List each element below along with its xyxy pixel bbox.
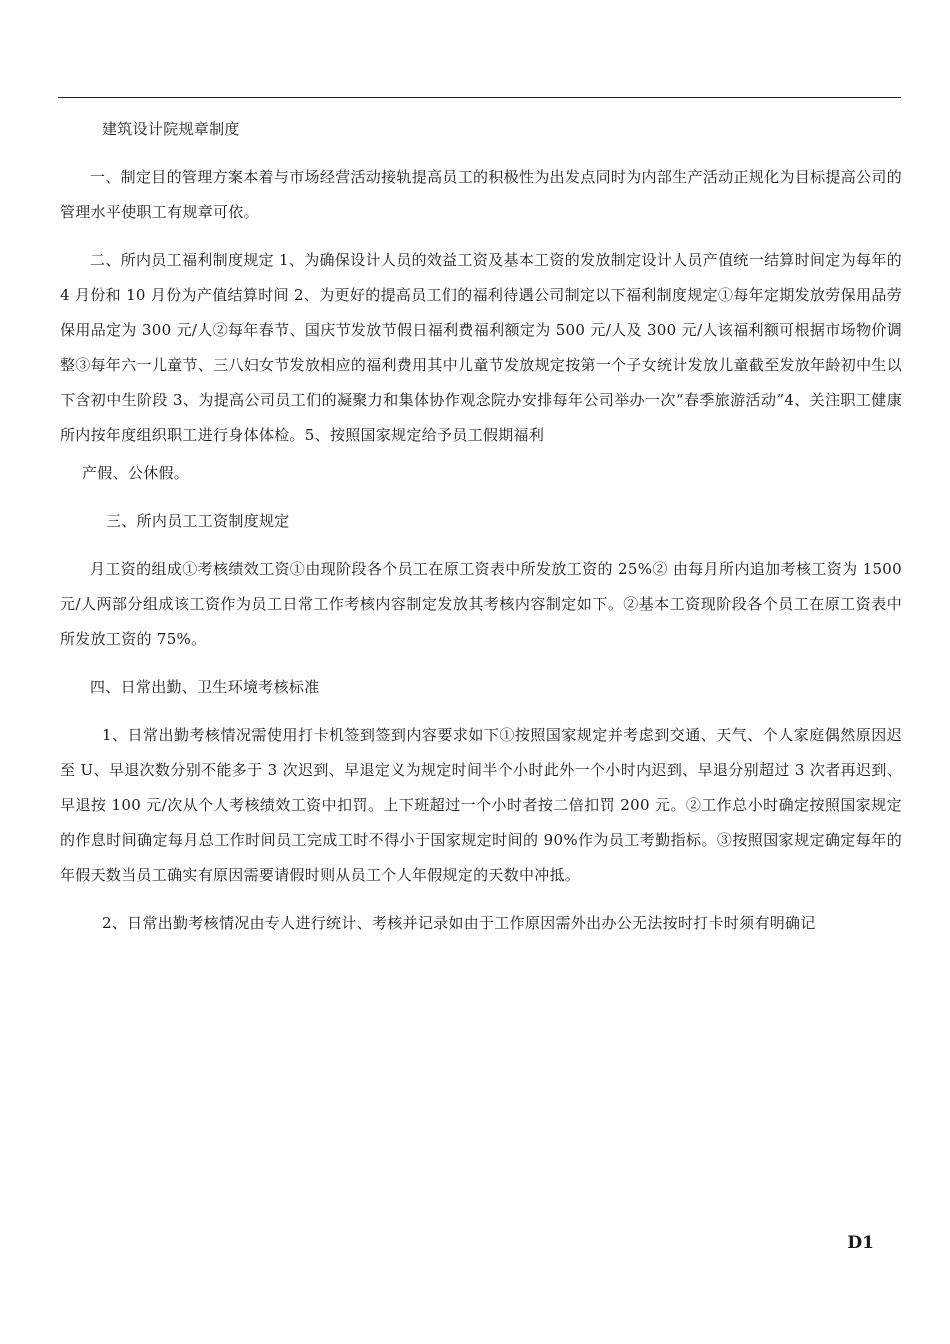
section-1-purpose: 一、制定目的管理方案本着与市场经营活动接轨提高员工的积极性为出发点同时为内部生产活动正规化为目标提高公司的管理水平使职工有规章可依。 <box>60 168 902 221</box>
section-3-heading: 三、所内员工工资制度规定 <box>106 512 290 530</box>
section-4-heading: 四、日常出勤、卫生环境考核标准 <box>90 678 320 696</box>
section-2-welfare: 二、所内员工福利制度规定 1、为确保设计人员的效益工资及基本工资的发放制定设计人员产值统一结算时间定为每年的 4 月份和 10 月份为产值结算时间 2、为更好的提高员工们的福利待遇公司制定以下福利制度规定①每年定期发放劳保用品劳保用品定为 300 元/人②每年春节、国庆节发放节假日福利费福利额定为 500 元/人及 300 元/人该福利额可根据市场物价调整③每年六一儿童节、三八妇女节发放相应的福利费用其中儿童节发放规定按第一个子女统计发放儿童截至发放年龄初中生以下含初中生阶段 3、为提高公司员工们的凝聚力和集体协作观念院办安排每年公司举办一次“春季旅游活动”4、关注职工健康所内按年度组织职工进行身体体检。5、按照国家规定给予员工假期福利 <box>60 251 902 444</box>
section-3-salary: 月工资的组成①考核绩效工资①由现阶段各个员工在原工资表中所发放工资的 25%② 由每月所内追加考核工资为 1500 元/人两部分组成该工资作为员工日常工作考核内容制定发放其考核内容制定如下。②基本工资现阶段各个员工在原工资表中所发放工资的 75%。 <box>60 560 902 648</box>
page-number: D1 <box>847 1233 874 1253</box>
header-rule <box>58 97 901 98</box>
section-2-continuation: 产假、公休假。 <box>82 464 190 482</box>
document-body <box>60 112 902 954</box>
document-title: 建筑设计院规章制度 <box>102 120 240 138</box>
section-4-item-1: 1、日常出勤考核情况需使用打卡机签到签到内容要求如下①按照国家规定并考虑到交通、天气、个人家庭偶然原因迟至 U、早退次数分别不能多于 3 次迟到、早退定义为规定时间半个小时此外一个小时内迟到、早退分别超过 3 次者再迟到、早退按 100 元/次从个人考核绩效工资中扣罚。上下班超过一个小时者按二倍扣罚 200 元。②工作总小时确定按照国家规定的作息时间确定每月总工作时间员工完成工时不得小于国家规定时间的 90%作为员工考勤指标。③按照国家规定确定每年的年假天数当员工确实有原因需要请假时则从员工个人年假规定的天数中冲抵。 <box>60 726 902 884</box>
section-4-item-2: 2、日常出勤考核情况由专人进行统计、考核并记录如由于工作原因需外出办公无法按时打卡时须有明确记 <box>102 914 816 932</box>
